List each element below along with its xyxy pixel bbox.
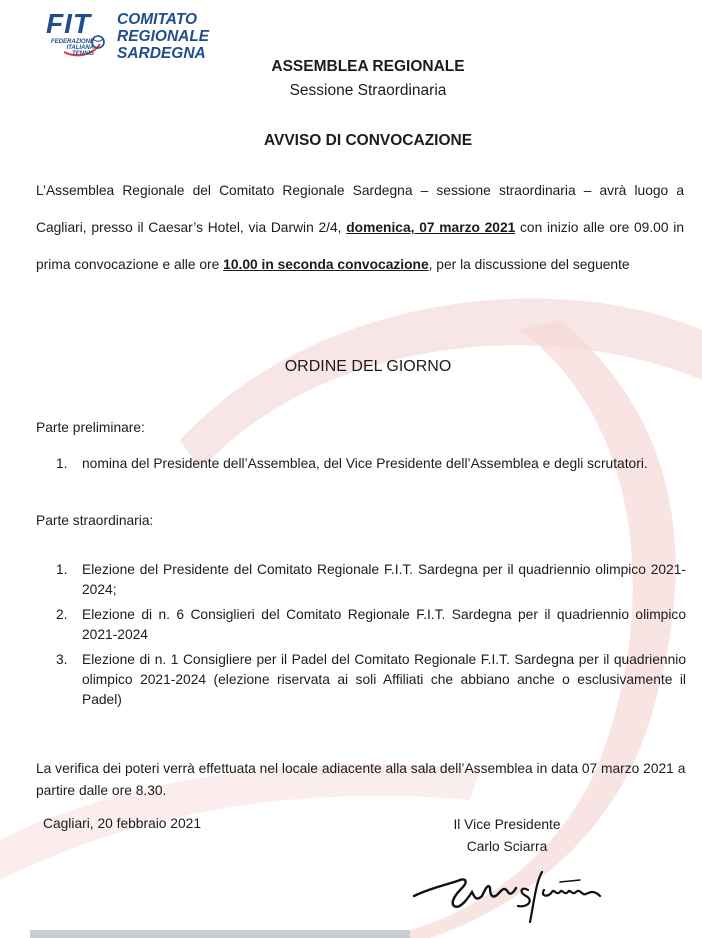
list-item <box>56 560 686 600</box>
handwritten-signature <box>410 862 610 932</box>
footer-strip <box>30 930 410 938</box>
list-item-text: Elezione di n. 1 Consigliere per il Padel del Comitato Regionale F.I.T. Sardegna per il quadriennio olimpico 2021-2024 (elezione riservata ai soli Affiliati che abbiano anche o esclusivamente il Padel) <box>82 652 686 707</box>
list-item-number: 2. <box>56 607 68 622</box>
signer-name: Carlo Sciarra <box>466 839 548 854</box>
list-item-number: 3. <box>56 652 68 667</box>
fit-sub-line-1: FEDERAZIONE <box>50 39 94 45</box>
fit-logo-subtitle <box>24 39 94 57</box>
extraordinary-label: Parte straordinaria: <box>36 513 154 528</box>
document-title: ASSEMBLEA REGIONALE <box>271 58 465 75</box>
second-call-time: 10.00 in seconda convocazione <box>223 257 429 272</box>
notice-heading: AVVISO DI CONVOCAZIONE <box>263 132 473 149</box>
intro-paragraph <box>36 172 684 283</box>
list-item-text: Elezione del Presidente del Comitato Regionale F.I.T. Sardegna per il quadriennio olimpico 2021-2024; <box>82 562 686 597</box>
org-name-line-2: SARDEGNA <box>117 45 206 62</box>
list-item-text: nomina del Presidente dell’Assemblea, del Vice Presidente dell’Assemblea e degli scrutatori. <box>82 456 648 471</box>
list-item-number: 1. <box>56 456 68 471</box>
place-and-date: Cagliari, 20 febbraio 2021 <box>43 816 202 831</box>
fit-logo <box>20 8 290 64</box>
list-item <box>56 650 686 710</box>
preliminary-label: Parte preliminare: <box>36 420 145 435</box>
preliminary-list <box>56 454 686 474</box>
fit-sub-line-3: TENNIS <box>71 51 94 57</box>
fit-sub-line-2: ITALIANA <box>66 45 94 51</box>
meeting-date: domenica, 07 marzo 2021 <box>346 220 516 235</box>
fit-logo-mark: FIT <box>46 8 91 39</box>
intro-text-1: L’Assemblea Regionale del Comitato Regionale Sardegna – sessione straordinaria – avrà luogo a Cagliari, presso il Caesar’s Hotel, via Darwin 2/4, <box>36 183 684 235</box>
intro-text-3: , per la discussione del seguente <box>428 257 630 272</box>
verification-paragraph: La verifica dei poteri verrà effettuata nel locale adiacente alla sala dell’Assemblea in data 07 marzo 2021 a partire dalle ore 8.30. <box>36 761 686 798</box>
list-item-number: 1. <box>56 562 68 577</box>
list-item <box>56 605 686 645</box>
organization-name <box>117 11 290 62</box>
list-item-text: Elezione di n. 6 Consiglieri del Comitato Regionale F.I.T. Sardegna per il quadriennio olimpico 2021-2024 <box>82 607 686 642</box>
intro-text-2: con inizio alle ore 09.00 in prima convocazione e alle ore <box>36 220 684 272</box>
extraordinary-list <box>56 560 686 710</box>
signature-block <box>432 814 582 858</box>
list-item <box>56 454 686 474</box>
org-name-line-1: COMITATO REGIONALE <box>117 11 210 45</box>
agenda-heading: ORDINE DEL GIORNO <box>284 358 452 375</box>
document-subtitle: Sessione Straordinaria <box>289 82 447 99</box>
signer-role: Il Vice Presidente <box>453 817 561 832</box>
